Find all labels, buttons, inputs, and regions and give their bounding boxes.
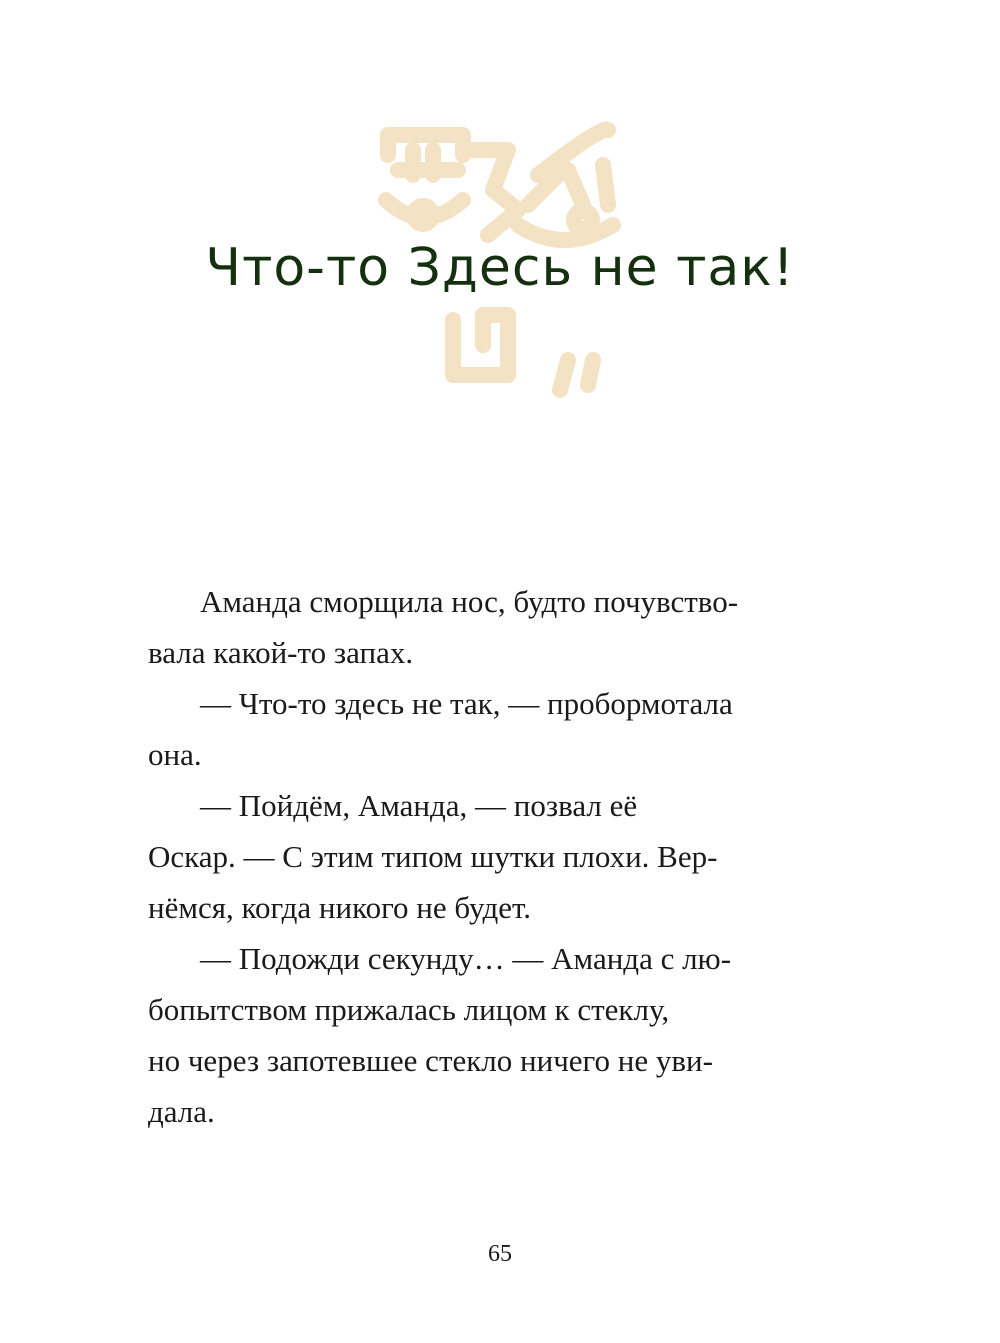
text-line: дала.	[148, 1094, 215, 1129]
chapter-title: Что-то Здесь не так!	[205, 238, 795, 298]
text-line: — Пойдём, Аманда, — позвал её	[200, 788, 638, 823]
text-line: Оскар. — С этим типом шутки плохи. Вер-	[148, 839, 718, 874]
text-line: бопытством прижалась лицом к стеклу,	[148, 992, 670, 1027]
text-line: но через запотевшее стекло ничего не уви-	[148, 1043, 713, 1078]
text-line: вала какой-то запах.	[148, 635, 414, 670]
text-line: — Что-то здесь не так, — пробормотала	[200, 686, 733, 721]
text-line: Аманда сморщила нос, будто почувство-	[200, 584, 739, 619]
text-line: — Подожди секунду… — Аманда с лю-	[200, 941, 732, 976]
text-line: она.	[148, 737, 202, 772]
page-number: 65	[488, 1241, 512, 1267]
text-line: нёмся, когда никого не будет.	[148, 890, 532, 925]
body-paragraphs	[148, 576, 848, 1137]
